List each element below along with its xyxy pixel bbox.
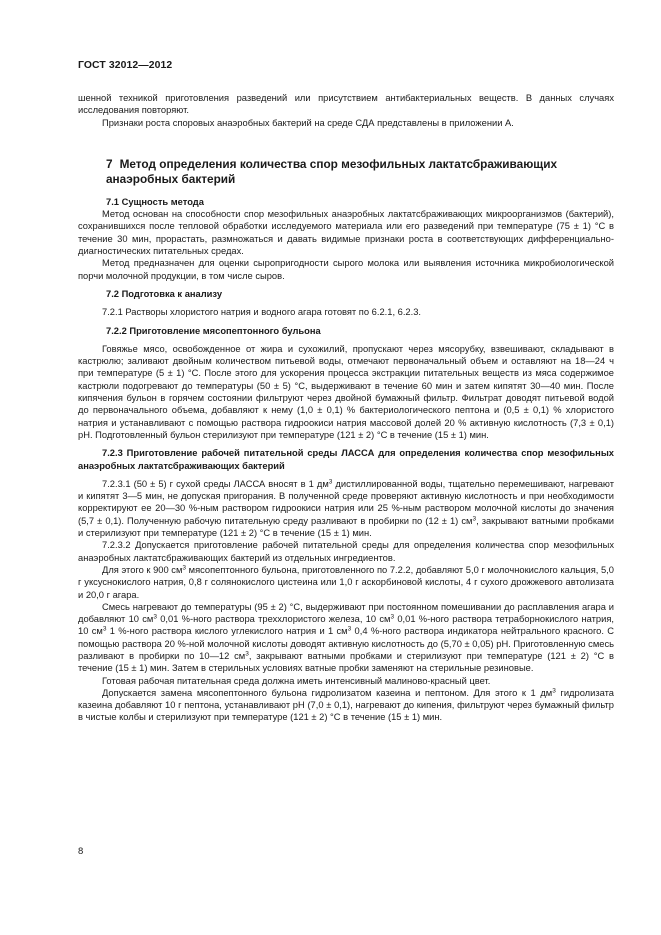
section-heading xyxy=(78,157,614,188)
text-run: Допускается замена мясопептонного бульона гидролизатом казеина и пептоном. Для этого к 1 дм xyxy=(102,687,553,698)
text-run: мясопептонного бульона, приготовленного по 7.2.2, добавляют 5,0 г молочнокислого кальция, 5,0 г уксуснокислого натрия, 0,8 г солянокислого цистеина или 1,0 г аскорбиновой кислоты, 4 г сухого дрожжевого автолизата и 20,0 г агара. xyxy=(78,564,614,600)
subsection-heading: 7.2.3 Приготовление рабочей питательной среды ЛАССА для определения количества спор мезофильных анаэробных лактатсбраживающих бактерий xyxy=(78,448,614,471)
subsection-heading: 7.1 Сущность метода xyxy=(106,196,204,207)
section-number: 7 xyxy=(106,156,113,171)
text-run: 0,4 %-ного раствора индикатора нейтрального красного. С помощью раствора 20 %-ной молочной кислоты доводят активную кислотность до (5,70 ± 0,05) pH. Приготовленную смесь разливают в пробирки по 10—12 см xyxy=(78,626,615,661)
text-run: гидролизата казеина добавляют 10 г пептона, устанавливают pH (7,0 ± 0,1), нагревают до кипения, фильтруют через бумажный фильтр в чистые колбы и стерилизуют при температуре (121 ± 2) °С в течение (15 ± 1) мин. xyxy=(78,687,614,723)
superscript: 3 xyxy=(347,625,352,633)
paragraph: Готовая рабочая питательная среда должна иметь интенсивный малиново-красный цвет. xyxy=(102,675,491,686)
paragraph: Говяжье мясо, освобожденное от жира и сухожилий, пропускают через мясорубку, взвешивают, складывают в кастрюлю; заливают двойным количеством питьевой воды, отмечают первоначальный объем и оставляют на 18—24 ч при температуре (5 ± 1) °С. После этого для ускорения процесса экстракции питательных веществ из мяса содержимое кастрюли подогревают до температуры (50 ± 5) °С, выдерживают в течение 60 мин и затем кипятят 30—40 мин. После кипячения бульон в горячем состоянии фильтруют через двойной бумажный фильтр. Фильтрат доводят питьевой водой до первоначального объема, добавляют к нему (1,0 ± 0,1) % бактериологического пептона и (0,5 ± 0,1) % хлористого натрия и устанавливают с помощью раствора гидроокиси натрия массовой долей 20 % активную кислотность (7,3 ± 0,1) pH. Подготовленный бульон стерилизуют при температуре (121 ± 2) °С в течение (15 ± 1) мин. xyxy=(78,343,614,440)
subsection-heading: 7.2 Подготовка к анализу xyxy=(106,288,223,299)
paragraph: 7.2.3.2 Допускается приготовление рабочей питательной среды для определения количества спор мезофильных анаэробных лактатсбраживающих бактерий из отдельных ингредиентов. xyxy=(78,540,614,563)
superscript: 3 xyxy=(390,613,395,621)
text-run: 0,01 %-ного раствора треххлористого железа, 10 см xyxy=(156,614,391,625)
paragraph: Метод основан на способности спор мезофильных анаэробных лактатсбраживающих микроорганизмов (бактерий), сохранившихся после тепловой обработки исследуемого материала или его разведений при температуре (75 ± 1) °С в течение 30 мин, прорастать, размножаться и давать видимые признаки роста в соответствующих дифференциально-диагностических питательных средах. xyxy=(78,209,614,257)
document-body xyxy=(78,92,614,724)
paragraph xyxy=(78,478,614,539)
paragraph: Метод предназначен для оценки сыропригодности сырого молока или выявления источника микробиологической порчи молочной продукции, в том числе сыров. xyxy=(78,258,614,281)
superscript: 3 xyxy=(328,478,333,486)
superscript: 3 xyxy=(153,613,157,621)
superscript: 3 xyxy=(182,564,187,572)
paragraph: Признаки роста споровых анаэробных бактерий на среде СДА представлены в приложении А. xyxy=(102,117,514,128)
paragraph: шенной техникой приготовления разведений или присутствием антибактериальных веществ. В данных случаях исследования повторяют. xyxy=(78,93,614,116)
text-run: дистиллированной воды, тщательно перемешивают, нагревают и кипятят 3—5 мин, не допуская пригорания. В полученной среде проверяют активную кислотность и при необходимости корректируют ее 20—30 %-ным раствором гидроокиси натрия или 25 %-ным раствором молочной кислоты до значения (5,7 ± 0,1). Полученную рабочую питательную среду разливают в пробирки по (12 ± 1) см xyxy=(78,478,614,526)
text-run: 0,01 %-ного раствора тетраборнокислого натрия, 10 см xyxy=(78,614,614,637)
text-run: 7.2.3.1 (50 ± 5) г сухой среды ЛАССА вносят в 1 дм xyxy=(102,478,329,489)
superscript: 3 xyxy=(472,515,477,523)
text-run: , закрывают ватными пробками и стерилизуют при температуре (121 ± 2) °С в течение (15 ± 1) мин. xyxy=(78,515,614,539)
subsection-heading: 7.2.2 Приготовление мясопептонного бульона xyxy=(106,325,321,336)
text-run: Смесь нагревают до температуры (95 ± 2) °С, выдерживают при постоянном помешивании до расплавления агара и добавляют 10 см xyxy=(78,601,614,625)
section-title: Метод определения количества спор мезофильных лактатсбраживающих анаэробных бактерий xyxy=(106,156,558,187)
superscript: 3 xyxy=(552,687,556,695)
superscript: 3 xyxy=(245,650,249,658)
standard-header: ГОСТ 32012—2012 xyxy=(78,60,173,71)
text-run: , закрывают ватными пробками и стерилизуют при температуре (121 ± 2) °С в течение (15 ± 1) мин. Затем в стерильных условиях ватные пробки заменяют на стерильные резиновые. xyxy=(78,650,614,674)
paragraph: 7.2.1 Растворы хлористого натрия и водного агара готовят по 6.2.1, 6.2.3. xyxy=(102,307,422,318)
text-run: 1 %-ного раствора кислого углекислого натрия и 1 см xyxy=(106,626,348,637)
text-run: Для этого к 900 см xyxy=(102,564,183,575)
paragraph xyxy=(78,564,614,601)
superscript: 3 xyxy=(102,625,107,633)
paragraph xyxy=(78,601,614,675)
page-number: 8 xyxy=(78,846,84,857)
paragraph xyxy=(78,687,614,724)
